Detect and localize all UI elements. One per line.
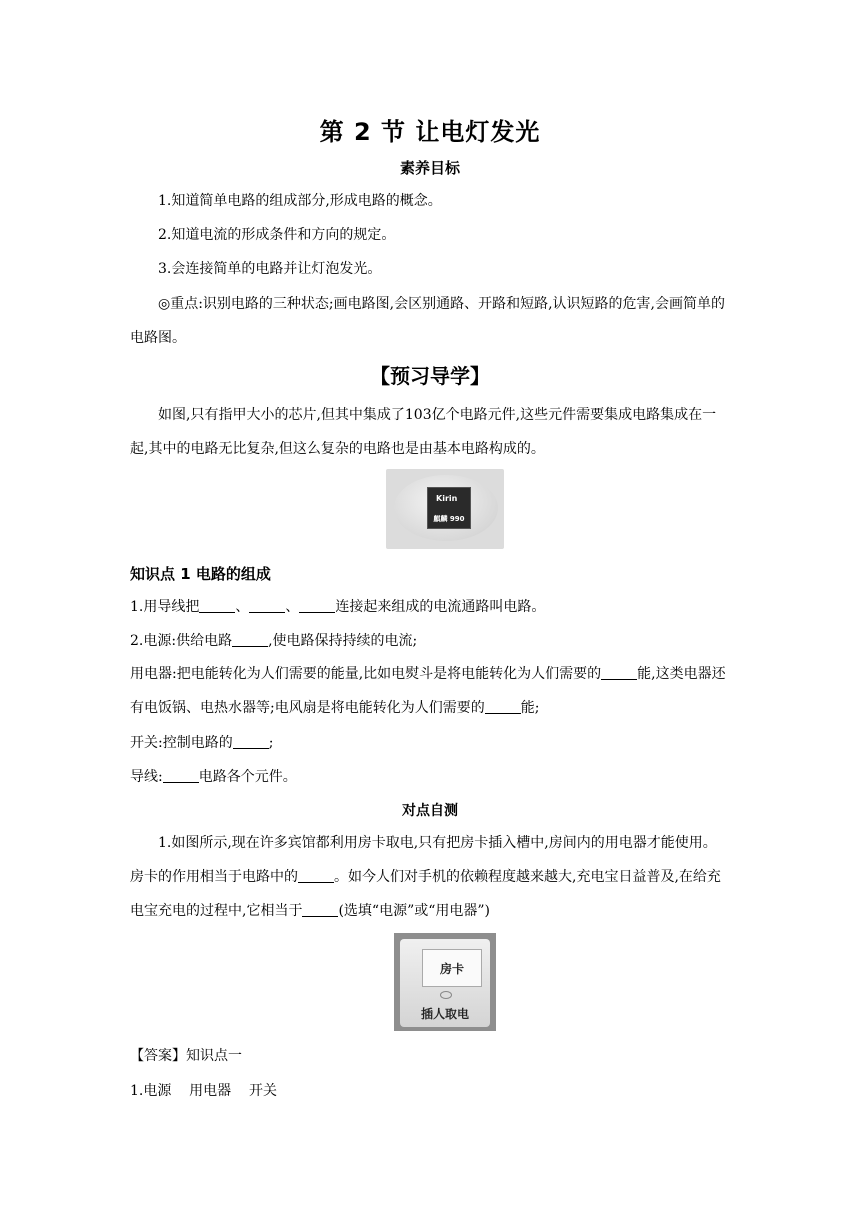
key-point: ◎重点:识别电路的三种状态;画电路图,会区别通路、开路和短路,认识短路的危害,会画简单的电路图。 (130, 296, 725, 346)
question-1-text-b: 连接起来组成的电流通路叫电路。 (335, 599, 546, 615)
room-card (422, 949, 482, 987)
slot-plate (400, 939, 490, 1027)
self-test-heading: 对点自测 (402, 803, 458, 819)
self-test-text-b: 。如今人们对手机的依赖程度越来越大,充电宝日益普及,在给充电宝充电的过程中,它相当于 (130, 869, 721, 919)
self-test-question-1 (130, 826, 730, 928)
question-5-text-a: 导线: (130, 769, 163, 785)
blank[interactable] (298, 868, 334, 883)
question-1-text-a: 1.用导线把 (130, 599, 200, 615)
blank[interactable] (233, 734, 269, 749)
chip-model: 麒麟 990 (433, 515, 465, 523)
blank[interactable] (485, 699, 521, 714)
blank[interactable] (302, 902, 338, 917)
blank[interactable] (601, 665, 637, 680)
goal-1: 1.知道简单电路的组成部分,形成电路的概念。 (158, 193, 442, 209)
literacy-goals-heading: 素养目标 (399, 159, 460, 177)
preview-section-title: 【预习导学】 (370, 364, 490, 388)
question-4 (130, 726, 730, 760)
question-3-text-c: 能; (520, 700, 540, 716)
question-3-text-b: 能,这类电器还有电饭锅、电热水器等;电风扇是将电能转化为人们需要的 (130, 666, 726, 716)
knowledge-point-1-title: 知识点 1 电路的组成 (130, 565, 271, 583)
question-1 (130, 590, 730, 624)
question-5-text-b: 电路各个元件。 (198, 769, 297, 785)
question-3-text-a: 用电器:把电能转化为人们需要的能量,比如电熨斗是将电能转化为人们需要的 (130, 666, 602, 682)
intro-paragraph: 如图,只有指甲大小的芯片,但其中集成了103亿个电路元件,这些元件需要集成电路集成在一起,其中的电路无比复杂,但这么复杂的电路也是由基本电路构成的。 (130, 407, 717, 457)
room-card-label: 房卡 (439, 962, 464, 976)
self-test-text-a: 1.如图所示,现在许多宾馆都利用房卡取电,只有把房卡插入槽中,房间内的用电器才能使用。房卡的作用相当于电路中的 (130, 835, 717, 885)
goal-3: 3.会连接简单的电路并让灯泡发光。 (158, 261, 382, 277)
self-test-text-c: (选填“电源”或“用电器”) (338, 903, 491, 919)
blank[interactable] (199, 598, 235, 613)
page-title: 第 2 节 让电灯发光 (319, 118, 541, 146)
goal-2: 2.知道电流的形成条件和方向的规定。 (158, 227, 396, 243)
room-card-slot-photo (394, 933, 496, 1031)
separator: 、 (285, 599, 300, 615)
chip (427, 487, 471, 529)
separator: 、 (235, 599, 250, 615)
question-2 (130, 624, 730, 658)
blank[interactable] (249, 598, 285, 613)
question-4-text-a: 开关:控制电路的 (130, 735, 233, 751)
question-2-text-b: ,使电路保持持续的电流; (268, 633, 418, 649)
blank[interactable] (163, 768, 199, 783)
blank[interactable] (299, 598, 335, 613)
question-2-text-a: 2.电源:供给电路 (130, 633, 233, 649)
slot-indicator-icon (440, 991, 452, 999)
answer-heading: 【答案】知识点一 (130, 1048, 242, 1064)
question-4-text-b: ; (268, 735, 274, 751)
answer-line-1: 1.电源 用电器 开关 (130, 1083, 277, 1099)
question-5 (130, 760, 730, 794)
blank[interactable] (232, 632, 268, 647)
slot-label: 插人取电 (420, 1007, 469, 1021)
question-3 (130, 657, 730, 725)
chip-brand: Kirin (436, 494, 458, 503)
chip-photo (386, 469, 504, 549)
